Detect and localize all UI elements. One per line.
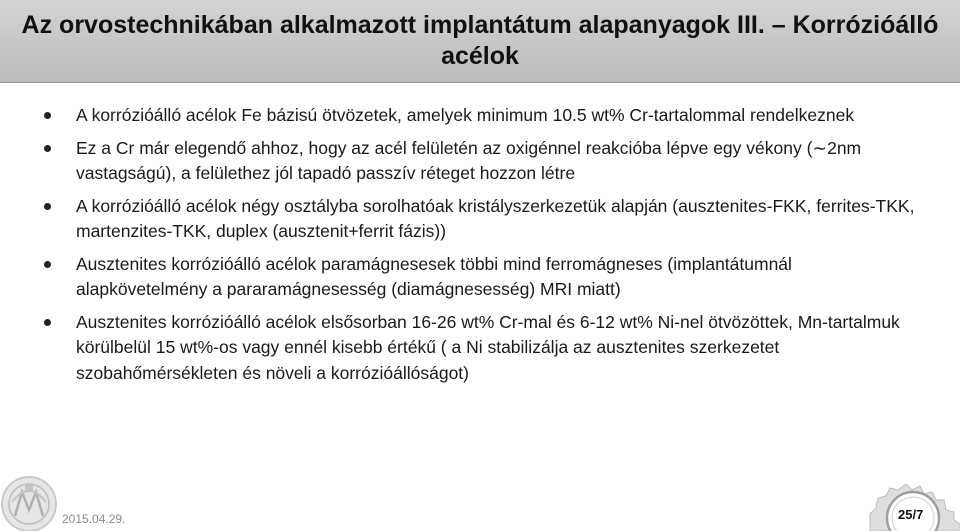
- bullet-text: A korrózióálló acélok Fe bázisú ötvözetek, amelyek minimum 10.5 wt% Cr-tartalommal rendelkeznek: [76, 105, 855, 125]
- university-seal-icon: [0, 472, 58, 531]
- bullet-text: A korrózióálló acélok négy osztályba sorolhatóak kristályszerkezetük alapján (ausztenites-FKK, ferrites-TKK, martenzites-TKK, duplex (ausztenit+ferrit fázis)): [76, 195, 915, 241]
- bullet-dot-icon: [44, 145, 51, 152]
- bullet-text: Ez a Cr már elegendő ahhoz, hogy az acél felületén az oxigénnel reakcióba lépve egy vékony (∼2nm vastagságú), a felülethez jól tapadó passzív réteget hozzon létre: [76, 137, 862, 183]
- bullet-item: [44, 194, 924, 245]
- title-bar: [0, 0, 960, 83]
- bullet-dot-icon: [44, 319, 51, 326]
- slide-date: 2015.04.29.: [62, 512, 126, 526]
- bullet-dot-icon: [44, 203, 51, 210]
- page-number: 25/7: [898, 507, 924, 522]
- bullet-item: [44, 136, 924, 187]
- bullet-dot-icon: [44, 112, 51, 119]
- slide-title: Az orvostechnikában alkalmazott implantátum alapanyagok III. – Korrózióálló acélok: [21, 11, 939, 70]
- bullet-text: Ausztenites korrózióálló acélok paramágnesesek többi mind ferromágneses (implantátumnál alapkövetelmény a pararamágnesesség (diamágnesesség) MRI miatt): [76, 253, 792, 299]
- bullet-item: [44, 252, 924, 303]
- bullet-text: Ausztenites korrózióálló acélok elsősorban 16-26 wt% Cr-mal és 6-12 wt% Ni-nel ötvözöttek, Mn-tartalmuk körülbelül 15 wt%-os vagy ennél kisebb értékű ( a Ni stabilizálja az ausztenites szerkezetet szobahőmérsékleten és növeli a korrózióállóságot): [76, 311, 900, 383]
- bullet-item: [44, 310, 924, 387]
- bullet-dot-icon: [44, 261, 51, 268]
- bullet-item: [44, 103, 924, 129]
- bullet-list: [44, 103, 924, 393]
